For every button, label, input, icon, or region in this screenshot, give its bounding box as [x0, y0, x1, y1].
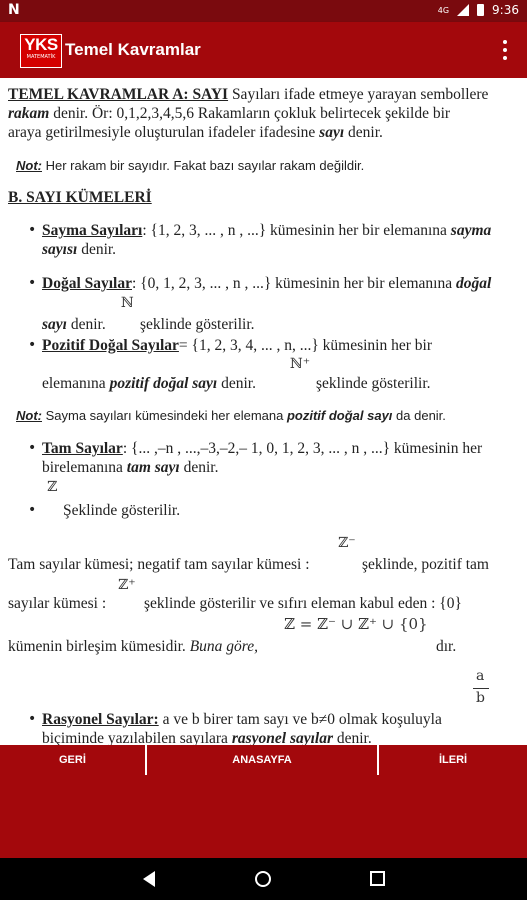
- tam-line-2: birelemanına tam sayı denir.: [42, 459, 219, 476]
- recents-icon[interactable]: [370, 871, 385, 886]
- note-2: Not: Sayma sayıları kümesindeki her elemana pozitif doğal sayı da denir.: [16, 408, 446, 423]
- negative-integer-symbol: ℤ⁻: [338, 535, 356, 551]
- bullet-dot: •: [28, 337, 37, 353]
- intro-line-1: TEMEL KAVRAMLAR A: SAYI Sayıları ifade etmeye yarayan sembollere: [8, 86, 489, 103]
- dogal-line-2: sayı denir.: [42, 316, 106, 333]
- tam-line-3: Şeklinde gösterilir.: [63, 502, 181, 519]
- tamk-line-2a: sayılar kümesi :: [8, 595, 107, 612]
- bullet-dot: •: [28, 440, 37, 456]
- tamk-line-1a: Tam sayılar kümesi; negatif tam sayılar kümesi :: [8, 556, 310, 573]
- overflow-menu-icon[interactable]: [503, 40, 507, 60]
- sayma-line-2: sayısı denir.: [42, 241, 117, 258]
- pozitif-line-3: şeklinde gösterilir.: [316, 375, 431, 392]
- home-icon[interactable]: [255, 871, 271, 887]
- signal-icon: [457, 4, 469, 16]
- dogal-line-1: Doğal Sayılar: {0, 1, 2, 3, ... , n , ...} kümesinin her bir elemanına doğal: [42, 275, 492, 292]
- fraction-numerator: a: [476, 668, 485, 684]
- bullet-dot: •: [28, 275, 37, 291]
- bullet-dot: •: [28, 222, 37, 238]
- status-right: [438, 3, 519, 17]
- tamk-line-2b: şeklinde gösterilir ve sıfırı eleman kabul eden : {0}: [144, 595, 462, 612]
- positive-natural-symbol: ℕ⁺: [290, 356, 311, 372]
- home-button[interactable]: ANASAYFA: [147, 745, 379, 775]
- fraction-denominator: b: [476, 690, 485, 706]
- footer-area: [0, 775, 527, 858]
- dogal-line-3: şeklinde gösterilir.: [140, 316, 255, 333]
- tamk-line-1b: şeklinde, pozitif tam: [362, 556, 489, 573]
- bottom-nav: [0, 745, 527, 775]
- pozitif-line-1: Pozitif Doğal Sayılar= {1, 2, 3, 4, ... , n, ...} kümesinin her bir: [42, 337, 432, 354]
- tam-line-1: Tam Sayılar: {... ,–n , ...,–3,–2,– 1, 0, 1, 2, 3, ... , n , ...} kümesinin her: [42, 440, 483, 457]
- fraction-bar: [473, 688, 489, 689]
- positive-integer-symbol: ℤ⁺: [118, 577, 136, 593]
- network-label: 4G: [437, 5, 450, 15]
- section-b-heading: B. SAYI KÜMELERİ: [8, 189, 152, 206]
- rasyonel-line-1: Rasyonel Sayılar: a ve b birer tam sayı ve b≠0 olmak koşuluyla: [42, 711, 442, 728]
- intro-line-3: araya getirilmesiyle oluşturulan ifadeler ifadesine sayı denir.: [8, 124, 383, 141]
- natural-set-symbol: ℕ: [121, 295, 134, 311]
- integer-set-symbol: ℤ: [47, 479, 58, 495]
- note-1: Not: Her rakam bir sayıdır. Fakat bazı sayılar rakam değildir.: [16, 158, 365, 173]
- app-title: Temel Kavramlar: [65, 40, 201, 59]
- next-button[interactable]: İLERİ: [439, 754, 468, 766]
- rasyonel-line-2: biçiminde yazılabilen sayılara rasyonel sayılar denir.: [42, 730, 372, 745]
- system-nav-bar: [0, 858, 527, 900]
- app-logo: YKS MATEMATİK: [20, 34, 62, 68]
- clock: 9:36: [492, 3, 519, 17]
- tamk-line-3-end: dır.: [436, 638, 457, 655]
- bullet-dot: •: [28, 502, 37, 518]
- integer-union-formula: ℤ = ℤ⁻ ∪ ℤ⁺ ∪ {0}: [284, 615, 428, 633]
- tamk-line-3: kümenin birleşim kümesidir. Buna göre,: [8, 638, 258, 655]
- pozitif-line-2: elemanına pozitif doğal sayı denir.: [42, 375, 256, 392]
- battery-icon: [477, 4, 484, 16]
- notification-icon: N: [8, 2, 20, 18]
- back-icon[interactable]: [143, 871, 155, 887]
- lesson-content: [0, 78, 527, 745]
- bullet-dot: •: [28, 711, 37, 727]
- intro-line-2: rakam denir. Ör: 0,1,2,3,4,5,6 Rakamların çokluk belirtecek şekilde bir: [8, 105, 451, 122]
- status-bar: [0, 0, 527, 22]
- sayma-line-1: Sayma Sayıları: {1, 2, 3, ... , n , ...} kümesinin her bir elemanına sayma: [42, 222, 492, 239]
- app-bar: [0, 22, 527, 78]
- back-button[interactable]: GERİ: [0, 745, 147, 775]
